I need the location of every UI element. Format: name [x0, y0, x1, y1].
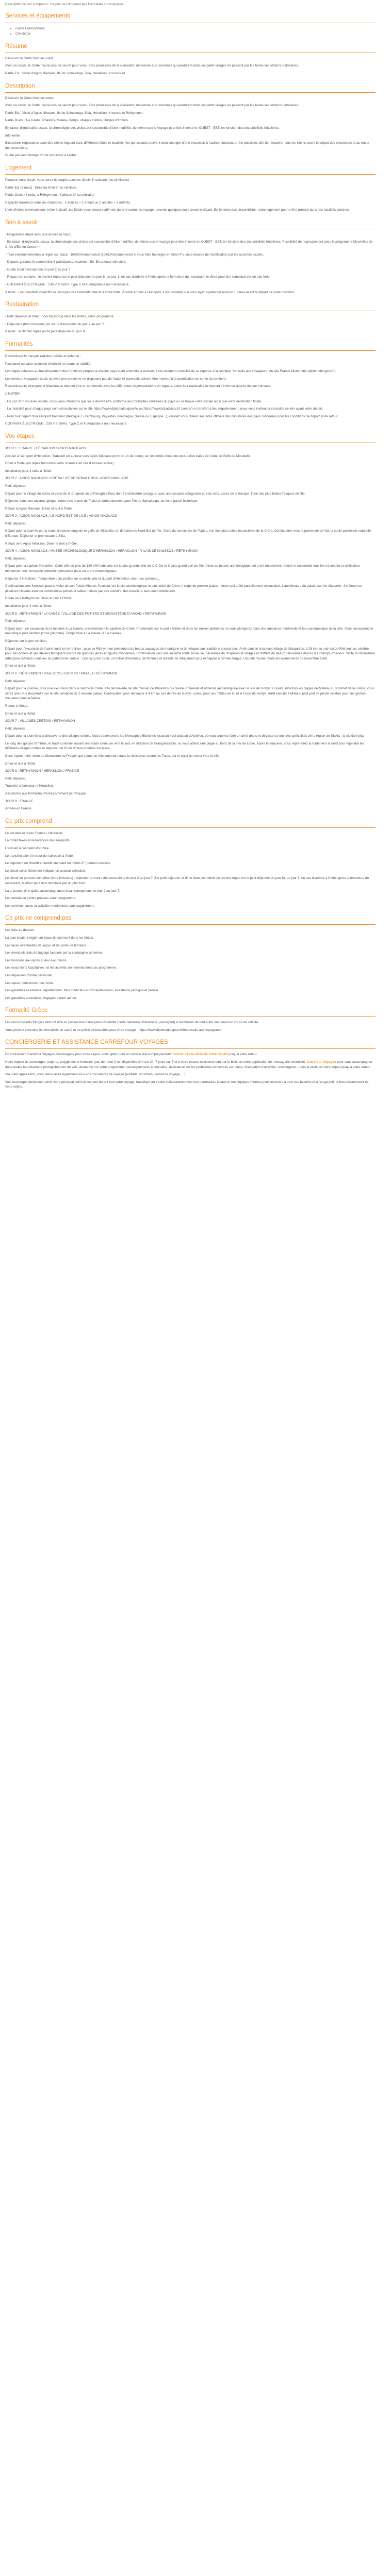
description-paragraph: Découvrir la Crète d'est en ouest.: [5, 96, 54, 100]
etapes-paragraph: Assistance aux formalités d'enregistrement par l'équipe.: [5, 792, 87, 796]
formalite2-paragraph: Les ressortissants français devront être en possession d'une pièce d'identité (carte nationale d'identité ou passeport) à l'exclusion de tout autre document en cours de validité.: [5, 1021, 259, 1025]
ceprix-paragraph: Les services, taxes et activités mentionnés sans supplément.: [5, 904, 94, 908]
description-paragraph: Avec ce circuit, la Crète n'aura plus de secret pour vous ! Des prouesses de la civilisation minoenne aux coutumes qui perdurent dans les petits villages en passant par les fameuses stations balnéaires.: [5, 104, 299, 108]
bonasavoir-paragraph: - Départs garantis le samedi dès 6 participants, maximum 53. En autocar climatisé.: [5, 260, 126, 264]
restauration-title: Restauration: [5, 301, 39, 308]
etapes-paragraph: Installation pour 4 nuits à l'hôtel.: [5, 604, 53, 608]
etapes-paragraph: Retour à l'hôtel.: [5, 704, 28, 708]
etapes-paragraph: Accueil à l'aéroport d'Héraklion. Transfert en autocar vers Agios Nikolaos (environ 1h de route), sur les bords d'une des plus belles baies de Crète, le Golfe de Mirabello.: [5, 454, 251, 458]
section-conciergerie: [5, 1039, 376, 1090]
formalites-paragraph: A NOTER: [5, 392, 20, 396]
etapes-paragraph: Petit déjeuner.: [5, 619, 26, 623]
resume-paragraph: Partie Est : Visite d'Agios Nikolaos, Ile de Spinalonga, Sitia, Héraklion, Knossos et ...: [5, 71, 129, 75]
section-services: [5, 12, 376, 37]
formalites-paragraph: - La modalité pour chaque pays sont consultables sur le site https://www.diplomatie.gouv.fr/ ou https://www.tripadvisor.fr/ Lorsqu'un transfert a lieu régulièrement, nous vous invitons à consulter ce lien avant votre départ.: [5, 407, 323, 411]
conciergerie-paragraph: Via notre application, vous retrouverez également tous vos documents de voyage (e-billets, vouchers, carnet de voyage, ...).: [5, 1073, 187, 1077]
neprix-paragraph: La taxe locale à régler sur place directement dans les hôtels.: [5, 936, 94, 940]
resume-title: Résumé: [5, 43, 27, 49]
etapes-paragraph: Départ pour la capitale Héraklion. Cette ville de plus de 180 000 habitants est la plus grande ville de la Crète et le plus grand port de l'île. Visite du musée archéologique qui a été récemment rénové et rassemble tous les trésors de la civilisation minoenne, une incroyable collection présentée dans un ordre chronologique.: [5, 564, 360, 573]
logement-paragraph: Pendant votre circuit, vous serez hébergés dans les hôtels 3* suivants (ou similaires) :: [5, 178, 131, 182]
description-paragraph: Partie Ouest : La Canée, Phaistos, Matala, Gortys, villages crétois, Gorges d'Imbros.: [5, 118, 129, 123]
list-item: • Guide Francophone: [15, 26, 376, 31]
description-paragraph: Guide pouvant changer d'une excursion à l'autre.: [5, 154, 77, 158]
text: pour vous accompagner dans toutes les situations (enregistrement de vols, demande sur votre programme, renseignements à connaître, assistance sur les problèmes rencontrés sur place, réservation d'activités, conciergerie...) dès la veille de votre départ jusqu'à votre retour.: [5, 1060, 372, 1069]
logement-paragraph: Capacité maximum dans les chambres : 2 adultes + 1 enfant ou 2 adultes + 2 enfants.: [5, 200, 131, 205]
section-formalite-grece: [5, 1007, 376, 1032]
etapes-paragraph: Petit déjeuner.: [5, 726, 26, 731]
neprix-paragraph: Les taxes éventuelles de séjour et de sortie de territoire.: [5, 943, 87, 947]
description-paragraph: Partie Est : Visite d'Agios Nikolaos, Ile de Spinalonga, Sitia, Héraklion, Knossos et Réthymnon.: [5, 111, 144, 115]
etapes-paragraph: JOUR 5 : RÉTHYMNON / LA CANÉE / VILLAGE DES POTIERS ET MONASTÈRE D'ARKADI / RÉTHYMNON: [5, 612, 167, 616]
ceprix-paragraph: La présence d'un guide accompagnateur local francophone du jour 2 au jour 7.: [5, 889, 120, 893]
neprix-paragraph: Les repas mentionnés non inclus.: [5, 981, 55, 985]
etapes-paragraph: Installation pour 3 nuits à l'hôtel.: [5, 469, 53, 473]
description-paragraph: Excursions regroupées avec des clients logeant dans différents hôtels et localités (les participants peuvent donc changer d'une excursion à l'autre), plusieurs arrêts possibles afin de récupérer tous les clients avant le départ des excursions et au retour des excursions.: [5, 141, 370, 150]
neprix-paragraph: Les excursions facultatives, et les activités non mentionnées au programme.: [5, 966, 117, 970]
etapes-paragraph: Le long des gorges d'Imbros, le trajet continue suivant une route sinueuse vers le sud, en direction de Frangokastello, où vous attend une plage au bord de la mer de Libye. Après le déjeuner, vous reprendrez la route vers le nord pour rejoindre les différents villages crétois et déguster de l'huile d'olive produite sur place.: [5, 741, 365, 751]
ceprix-paragraph: Les entrées et visites prévues selon programme.: [5, 896, 76, 901]
ceprix-paragraph: Le circuit selon l'itinéraire indiqué, en autocar climatisé.: [5, 869, 86, 873]
bonasavoir-paragraph: - COURANT ÉLECTRIQUE : 230 V et 50Hz. Type C et F. Adaptateur non nécessaire.: [5, 283, 129, 287]
etapes-paragraph: Départ pour une excursion de la matinée à La Canée, anciennement la capitale de Crète. Promenade sur le port vénitien et dans les ruelles piétonnes où vous plongerez dans une ambiance médiévale et tour panoramique de la ville. Vous découvrirez le magnifique port vénitien (zone piétonne). Temps libre à La Canée (à La Canée).: [5, 626, 373, 636]
divider: [5, 924, 376, 925]
section-restauration: [5, 301, 376, 334]
etapes-title: Vos étapes: [5, 433, 35, 439]
etapes-paragraph: Départ pour la journée, pour une excursion dans le sud de la Crète, à la découverte de site minoen de Phaestos qui révèle un beauté et richesse archéologique avec le site de Gortys. Ensuite, direction les plages de Matala, au sommet de la colline, vous serez avec vue dessendre sur le site composé de 2 anciens palais. Continuation pour découvrir à 4 km au sud de l'île de Gortys, connu pour ses Tables de loi et le Code de Gortys. Arrêt ensuite à Matala, petit port de pêche célèbre pour ses grottes creusées dans la falaise.: [5, 687, 374, 701]
logement-paragraph: L'ide d'hôtels communiquée à titre indicatif, les hôtels vous seront confirmés dans le carnet de voyage transmis quelques jours avant le départ. En fonction des disponibilités, votre logement pourra être précisé dans des localités voisines.: [5, 208, 350, 212]
section-description: [5, 82, 376, 158]
neprix-paragraph: Les dépenses d'ordre personnel.: [5, 973, 53, 977]
formalites-paragraph: - En cas d'un vol avec escale, nous vous informons que vous devrez être conforme aux formalités sanitaires du pays où se trouve votre escale ainsi que votre destination finale.: [5, 399, 262, 403]
formalite2-title: Formalité Grèce: [5, 1007, 48, 1014]
ceprix-paragraph: Le circuit en pension complète (hors boissons) : déjeuner au cours des excursions du jour 2 au jour 7 (1er petit déjeuner et dîner dans les hôtels (le dernier repas est le petit déjeuner du jour 8). Le jour 1, en cas d'arrivée à l'hôtel après la fermeture du restaurant, le dîner peut être remplacé par un plat froid.: [5, 876, 369, 885]
etapes-paragraph: JOUR 8 : RÉTHYMNON / HÉRAKLION / FRANCE: [5, 769, 79, 773]
ceprix-paragraph: La forfait taxes et redevances des aéroports.: [5, 839, 71, 843]
neprix-paragraph: Les garanties annulation, bagages, retard aérien.: [5, 996, 77, 1000]
resume-paragraph: Avec ce circuit, la Crète n'aura plus de secret pour vous ! Des prouesses de la civilisation minoenne aux coutumes qui perdurent dans les petits villages en passant par les fameuses stations balnéaires.: [5, 64, 299, 68]
divider: [5, 174, 376, 175]
logement-paragraph: Partie Ouest (4 nuits) à Réthymnon : Kalliston 3* ou similaire.: [5, 193, 95, 197]
formalites-paragraph: Passeport ou carte nationale d'identité en cours de validité.: [5, 362, 92, 366]
bonasavoir-paragraph: - Taxe environnementale à régler sur place : 1€/UR/chambre/nuit (10€/UR/chambre/nuit si vous êtes hébergés en hôtel 4*), sous réserve de modification par les autorités locales.: [5, 252, 264, 257]
divider: [5, 350, 376, 351]
etapes-paragraph: Dîner et nuit à l'hôtel.: [5, 664, 37, 668]
section-bon-a-savoir: [5, 219, 376, 295]
etapes-paragraph: JOUR 7 : VILLAGES CRÉTOIS / RÉTHYMNON: [5, 719, 75, 723]
neprix-paragraph: Les boissons aux repas et aux excursions.: [5, 958, 68, 962]
section-etapes: [5, 433, 376, 811]
divider: [5, 92, 376, 93]
formalites-paragraph: COURANT ÉLECTRIQUE : 230 V et 50Hz. Type C et F. Adaptateur non nécessaire.: [5, 422, 128, 426]
etapes-paragraph: Départ pour l'excursion de l'après-midi en terre lisse : pays de Réthymnon présentent de beaux paysages de montagne et de villages aux traditions ancestrales. Arrêt dans le charmant village de Margarites, à 28 km au sud-est de Réthymnon, célèbre pour ses potiers et ses ateliers fabriquant encore de grandes jarres et figures minoennes. Continuation vers une superbe route sinueuse, parsemée de chapelles et villages et d'effets de beaux panoramas depuis les champs d'oliviers. Visite du Monastère orthodoxe d'Arkadi, haut lieu du patriotisme crétois : c'est là qu'en 1866, un millier d'hommes, de femmes et enfants se réfugièrent pour échapper à l'armée turque. Un petit musée relate les événements de novembre 1866.: [5, 647, 375, 660]
etapes-paragraph: JOUR 6 : RÉTHYMNON / PHAESTOS / GORTYS / MATALA / RÉTHYMNON: [5, 671, 118, 675]
etapes-paragraph: Petit déjeuner.: [5, 484, 26, 488]
etapes-paragraph: Retour à Agios Nikolaos. Dîner et nuit à l'hôtel.: [5, 506, 73, 511]
section-ce-prix-comprend: [5, 818, 376, 909]
etapes-paragraph: Départ pour le village de Kritsa et visite de la Chapelle de la Panaghia Kera dont l'architecture conjugue, avec une coupole octogonale et trois nefs, assez de la fresque, l'une des plus belles fresques de l'île.: [5, 492, 306, 496]
description-paragraph: Info vérité :: [5, 133, 22, 138]
etapes-paragraph: JOUR 1 : FRANCE / HÉRAKLION / AGIOS NIKOLAOS: [5, 446, 86, 450]
neprix-paragraph: Les garanties assistance, rapatriement, frais médicaux et d'hospitalisation, assistance juridique et pénale.: [5, 989, 159, 993]
etapes-paragraph: Retour vers Agios Nikolaos. Dîner et nuit à l'hôtel.: [5, 541, 78, 546]
services-title: Services et équipements: [5, 12, 70, 19]
etapes-paragraph: Dans l'après-midi, visite du Monastère de Preveli, qui a joué un rôle important dans la résistance contre les Turcs, sur le trajet de retour vers la ville.: [5, 754, 221, 758]
ceprix-paragraph: Le transfert aller et retour de l'aéroport à l'hôtel.: [5, 854, 75, 858]
section-resume: [5, 43, 376, 76]
breadcrumb: Descriptifs Ce prix comprend : Ce prix ne comprend pas Formalités Conciergerie: [5, 3, 123, 6]
resume-paragraph: Découvrir la Crète d'est en ouest.: [5, 56, 54, 60]
etapes-paragraph: Dîner et nuit à l'hôtel.: [5, 761, 37, 766]
restauration-paragraph: A noter : le dernier repas est le petit déjeuner du jour 8.: [5, 330, 86, 334]
etapes-paragraph: JOUR 4 : AGIOS NIKOLAOS / MUSÉE ARCHÉOLOGIQUE D'HERAKLION / HÉRAKLION / PALAIS DE KNOSSOS / RÉTHYMNON: [5, 549, 198, 553]
text: Notre équipe de concierges, experts, polyglottes et humains (pas de robot !) est disponible 24h sur 24, 7 jours sur 7 et à votre écoute exclusivement par le biais de notre application de messagerie sécurisée.: [5, 1060, 307, 1064]
conciergerie-title: CONCIERGERIE ET ASSISTANCE CARREFOUR VOYAGES: [5, 1039, 168, 1046]
conciergerie-paragraph: Vos concierges deviennent ainsi votre principal point de contact durant tout votre voyage, travaillant en étroite collaboration avec nos partenaires locaux et nos équipes internes pour répondre à tous vos besoins et ainsi garantir le bon déroulement de votre séjour.: [5, 1080, 369, 1089]
formalites-paragraph: Les mineurs voyageant seuls ou avec une personne ne disposant pas de l'autorité parentale doivent être munis d'une autorisation de sortie de territoire.: [5, 377, 227, 381]
etapes-paragraph: Route vers Réthymnon. Dîner et nuit à l'hôtel.: [5, 597, 72, 601]
formalites-paragraph: Ressortissants étrangers et binationaux devront être en conformité avec les différentes réglementations en vigueur, selon leur nationalité et devront s'informer auprès de leur consulat.: [5, 384, 271, 388]
bonasavoir-paragraph: - Repas non compris : le dernier repas est le petit déjeuner du jour 8. Le jour 1, en cas d'arrivée à l'hôtel après la fermeture du restaurant, le dîner peut être remplacé par un plat froid.: [5, 275, 271, 279]
etapes-paragraph: JOUR 3 : AGIOS NIKOLAOS / LE NORD-EST DE L'ILE / AGIOS NIKOLAOS: [5, 514, 118, 518]
etapes-paragraph: Petit déjeuner.: [5, 521, 26, 526]
divider: [5, 1016, 376, 1017]
etapes-paragraph: Petit déjeuner.: [5, 679, 26, 683]
conciergerie-paragraph: [5, 1052, 376, 1057]
section-formalites: [5, 341, 376, 427]
bonasavoir-paragraph: - Programme établi avec une arrivée le mardi.: [5, 232, 72, 236]
ceprix-paragraph: L'accueil à l'aéroport d'arrivée.: [5, 846, 50, 850]
etapes-paragraph: Déjeuner sur le port vénitien.: [5, 639, 47, 643]
etapes-paragraph: Dîner à l'hôtel (ou repas froid dans votre chambre en cas d'arrivée tardive).: [5, 462, 115, 466]
formalites-paragraph: Les règles relatives au franchissement des frontières propres à chaque pays étant amenées à évoluer, il est vivement conseillé de se reporter à la rubrique "conseils aux voyageurs" du site France Diplomatie.(diplomatie.gouv.fr).: [5, 369, 337, 374]
etapes-paragraph: Transfert à l'aéroport d'Héraklion.: [5, 784, 54, 788]
restauration-paragraph: - Déjeuners (hors boissons) en cours d'excursion du jour 2 au jour 7.: [5, 322, 105, 326]
etapes-paragraph: JOUR 2 : AGIOS NIKOLAOS / KRITSA / ILE DE SPINALONGA / AGIOS NIKOLAOS: [5, 477, 128, 481]
formalites-paragraph: Ressortissants français (adultes, bébés et enfants) :: [5, 354, 82, 358]
section-logement: [5, 164, 376, 213]
list-item: • Concierge: [15, 31, 376, 37]
services-list: [5, 26, 376, 37]
etapes-paragraph: Départ pour la journée à la découverte des villages crétois. Nous traverserons les Montagnes Blanches jusqu'au haut plateau d'Askyfou, où vous pourrez faire un arrêt photo et dégusterez une des spécialités de la région de Sfakia : la sfakiani pita.: [5, 734, 365, 738]
etapes-paragraph: Déjeuner à Héraklion. Temps libre pour profiter de la vieille ville et du port d'Héraklion, des rues animées...: [5, 577, 160, 581]
formalites-paragraph: - Pour tout départ d'un aéroport frontalier (Belgique, Luxembourg, Pays-Bas, Allemagne, Suisse ou Espagne...), veuillez vous référer aux sites officiels des ministères des pays concernés pour les conditions de départ et de retour.: [5, 414, 338, 418]
neprix-paragraph: Les éventuels frais de bagage facturés par la compagnie aérienne.: [5, 951, 103, 955]
formalites-title: Formalités: [5, 341, 33, 347]
bonasavoir-paragraph: - En raison d'impératifs locaux, la chronologie des visites est susceptible d'être modifiée, de même que le voyage peut être inversé en OUEST - EST, en fonction des disponibilités hôtelières. Possibilité de regroupement avec le programme Merveilles de Crète d'Est en Ouest 4*.: [5, 240, 373, 249]
ceprix-title: Ce prix comprend: [5, 818, 52, 824]
etapes-paragraph: Déjeuner dans une taverne typique, route vers le port de Plaka et embarquement pour l'île de Spinalonga, au riche passé historique.: [5, 499, 199, 503]
neprix-paragraph: Les frais de dossier.: [5, 928, 35, 933]
description-title: Description: [5, 82, 35, 89]
etapes-paragraph: Départ pour la journée par la route sinueuse longeant le golfe de Mirabello, en direction du Nord-Est de l'île. Visite du monastère de Toplou, l'un des plus riches monastères de la Crète. Continuation vers la palmeraie de Vai, la seule palmeraie naturelle d'Europe. Déjeuner et promenade à Sitia.: [5, 529, 371, 538]
etapes-paragraph: Petit déjeuner.: [5, 556, 26, 561]
ceprix-paragraph: Le logement en chambre double standard en hôtels 3* (normes locales).: [5, 861, 111, 866]
text: En choisissant Carrefour Voyages Conciergerie pour votre séjour, vous optez pour un service d'accompagnement: [5, 1053, 172, 1057]
description-paragraph: En raison d'impératifs locaux, la chronologie des visites est susceptible d'être modifiée, de même que le voyage peut être inversé en OUEST - EST, en fonction des disponibilités hôtelières.: [5, 126, 280, 130]
page: [0, 0, 381, 1113]
conciergerie-paragraph: [5, 1060, 376, 1070]
ceprix-paragraph: Le vol aller et retour France / Héraklion.: [5, 831, 63, 835]
etapes-paragraph: Continuation vers Knossos pour la visite de son Palais Minoen. Knossos est le site archéologique le plus visité de Crète. Il s'agit du premier palais minoen qui a été partiellement reconstitué. L'architecture du palais est très élaborée : il s'étend sur plusieurs niveaux avec de nombreuses pièces et salles, reliées par des couloirs, des escaliers, des cours intérieures.: [5, 584, 363, 593]
logement-title: Logement: [5, 164, 32, 171]
divider: [5, 1048, 376, 1049]
etapes-paragraph: Arrivée en France.: [5, 807, 32, 811]
formalite2-paragraph: Vous pouvez consulter les formalités de santé et de police nécessaires pour votre voyage : https://www.diplomatie.gouv.fr/fr/conseils-aux-voyageurs/: [5, 1028, 222, 1032]
bonasavoir-paragraph: - Guide local francophone du jour 2 au jour 7.: [5, 267, 72, 272]
text: jusqu'à votre retour.: [227, 1053, 258, 1057]
bonasavoir-title: Bon à savoir: [5, 219, 38, 226]
divider: [5, 827, 376, 828]
etapes-paragraph: Dîner et nuit à l'hôtel.: [5, 711, 37, 716]
highlight-text: concret dès la veille de votre départ: [171, 1053, 228, 1057]
neprix-title: Ce prix ne comprend pas: [5, 915, 72, 922]
etapes-paragraph: JOUR 9 : FRANCE: [5, 799, 34, 803]
bonasavoir-paragraph: A noter : Les transferts collectifs ne sont pas des transferts directs à votre hôtel. À votre arrivée à l'aéroport, il est possible que vous ayez à patienter environ 1 heure avant le départ de votre transfert.: [5, 290, 295, 294]
restauration-paragraph: - Petit déjeuner et dîner (hors boissons) dans les hôtels, selon programme.: [5, 315, 115, 319]
highlight-text: Carrefour Voyages: [306, 1060, 336, 1064]
etapes-paragraph: Petit déjeuner.: [5, 776, 26, 781]
section-ce-prix-ne-comprend-pas: [5, 914, 376, 1001]
logement-paragraph: Partie Est (3 nuits) : Elounda Krini 3* ou similaire.: [5, 185, 77, 190]
